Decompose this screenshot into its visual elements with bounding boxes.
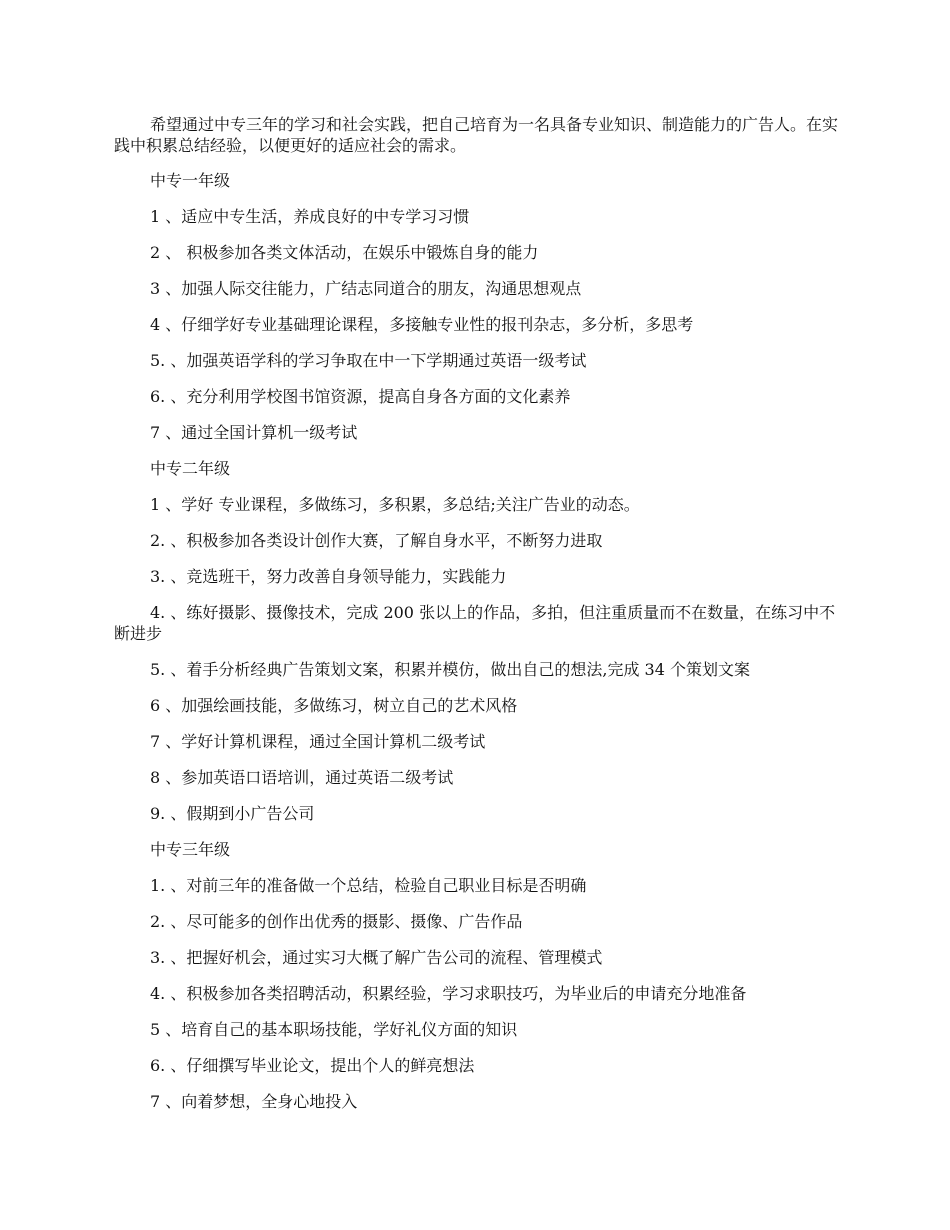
- list-item: 6 、加强绘画技能，多做练习，树立自己的艺术风格: [150, 696, 518, 715]
- list-item: 3. 、把握好机会，通过实习大概了解广告公司的流程、管理模式: [150, 948, 603, 967]
- list-item: 1 、学好 专业课程，多做练习，多积累，多总结;关注广告业的动态。: [150, 495, 640, 514]
- list-item: 8 、参加英语口语培训，通过英语二级考试: [150, 768, 454, 787]
- section-heading-year-2: 中专二年级: [150, 459, 231, 478]
- list-item: 2 、 积极参加各类文体活动，在娱乐中锻炼自身的能力: [150, 243, 539, 262]
- list-item: 2. 、尽可能多的创作出优秀的摄影、摄像、广告作品: [150, 912, 523, 931]
- list-item: 6. 、仔细撰写毕业论文，提出个人的鲜亮想法: [150, 1056, 475, 1075]
- list-item: 1. 、对前三年的准备做一个总结，检验自己职业目标是否明确: [150, 876, 587, 895]
- section-heading-year-3: 中专三年级: [150, 840, 231, 859]
- section-heading-year-1: 中专一年级: [150, 171, 231, 190]
- list-item: 7 、通过全国计算机一级考试: [150, 423, 358, 442]
- list-item: 7 、向着梦想，全身心地投入: [150, 1092, 358, 1111]
- document-body: [114, 114, 840, 1127]
- list-item: 4. 、积极参加各类招聘活动，积累经验，学习求职技巧，为毕业后的申请充分地准备: [150, 984, 747, 1003]
- list-item: 2. 、积极参加各类设计创作大赛，了解自身水平，不断努力进取: [150, 531, 603, 550]
- list-item: 9. 、假期到小广告公司: [150, 804, 315, 823]
- list-item: 4 、仔细学好专业基础理论课程，多接触专业性的报刊杂志，多分析，多思考: [150, 315, 694, 334]
- list-item: 3. 、竞选班干，努力改善自身领导能力，实践能力: [150, 567, 507, 586]
- list-item: 6. 、充分利用学校图书馆资源，提高自身各方面的文化素养: [150, 387, 571, 406]
- list-item: 3 、加强人际交往能力，广结志同道合的朋友，沟通思想观点: [150, 279, 582, 298]
- list-item: 5. 、着手分析经典广告策划文案，积累并模仿，做出自己的想法,完成 34 个策划文案: [150, 660, 750, 679]
- list-item: 5. 、加强英语学科的学习争取在中一下学期通过英语一级考试: [150, 351, 587, 370]
- list-item: 4. 、练好摄影、摄像技术，完成 200 张以上的作品，多拍，但注重质量而不在数量，在练习中不断进步: [114, 603, 836, 643]
- list-item: 1 、适应中专生活，养成良好的中专学习习惯: [150, 207, 470, 226]
- intro-paragraph: 希望通过中专三年的学习和社会实践，把自己培育为一名具备专业知识、制造能力的广告人。在实践中积累总结经验，以便更好的适应社会的需求。: [114, 115, 839, 155]
- list-item: 7 、学好计算机课程，通过全国计算机二级考试: [150, 732, 486, 751]
- list-item: 5 、培育自己的基本职场技能，学好礼仪方面的知识: [150, 1020, 518, 1039]
